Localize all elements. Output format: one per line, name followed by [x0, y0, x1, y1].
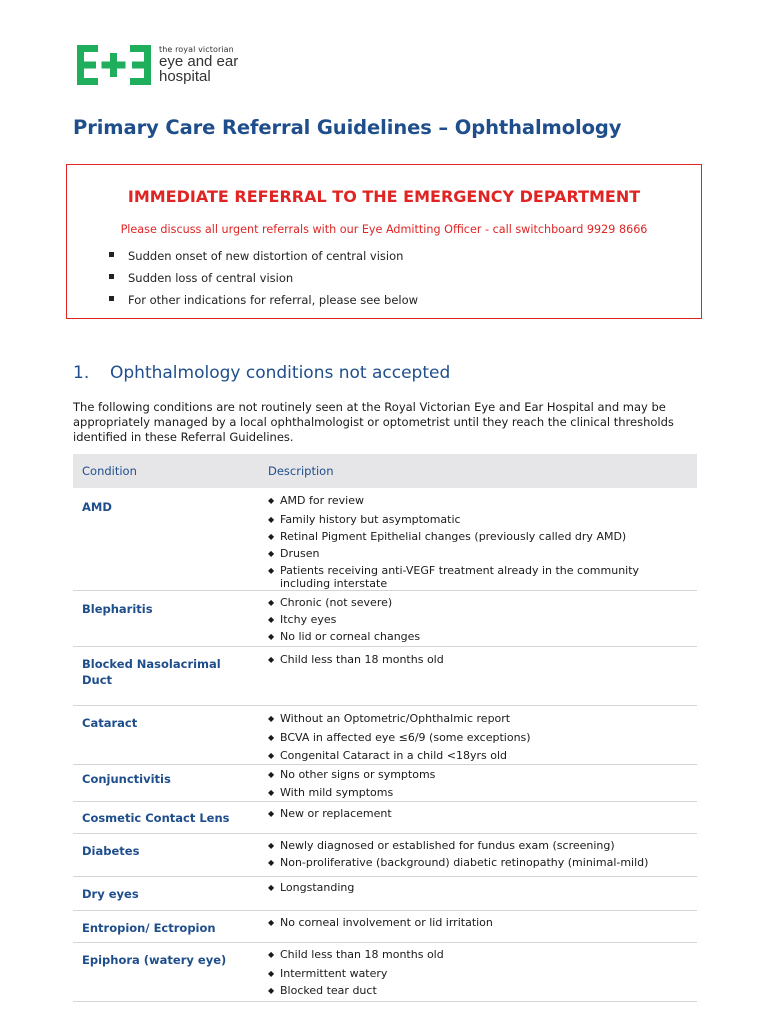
table-row — [73, 802, 697, 834]
square-bullet-icon — [109, 296, 114, 301]
condition-name: Cataract — [82, 716, 138, 730]
list-item: ◆ Patients receiving anti-VEGF treatment already in the community including interstate — [268, 564, 640, 590]
table-row — [73, 706, 697, 765]
list-item: ◆ Drusen — [268, 547, 320, 560]
condition-description — [268, 591, 697, 646]
alert-list-item: Sudden onset of new distortion of central vision — [109, 247, 418, 269]
conditions-table — [73, 454, 697, 1002]
diamond-bullet-icon: ◆ — [268, 770, 275, 779]
alert-heading: IMMEDIATE REFERRAL TO THE EMERGENCY DEPARTMENT — [127, 187, 641, 206]
header-condition: Condition — [82, 464, 137, 478]
section-title: Ophthalmology conditions not accepted — [110, 363, 451, 383]
diamond-bullet-icon: ◆ — [268, 566, 275, 575]
diamond-bullet-icon: ◆ — [268, 809, 275, 818]
diamond-bullet-icon: ◆ — [268, 515, 275, 524]
diamond-bullet-icon: ◆ — [268, 632, 275, 641]
condition-description — [268, 765, 697, 801]
list-item: ◆ With mild symptoms — [268, 786, 394, 799]
section-intro: The following conditions are not routinely seen at the Royal Victorian Eye and Ear Hospital and may be appropriately managed by a local ophthalmologist or optometrist until they reach the clinical thresholds identified in these Referral Guidelines. — [73, 400, 674, 444]
list-item: ◆ Child less than 18 months old — [268, 653, 444, 666]
diamond-bullet-icon: ◆ — [268, 841, 275, 850]
list-item: ◆ New or replacement — [268, 807, 392, 820]
header-description: Description — [268, 464, 334, 478]
list-item: ◆ No corneal involvement or lid irritation — [268, 916, 493, 929]
list-item: ◆ Intermittent watery — [268, 967, 388, 980]
list-item: ◆ Without an Optometric/Ophthalmic report — [268, 712, 511, 725]
hospital-logo — [77, 44, 238, 86]
diamond-bullet-icon: ◆ — [268, 918, 275, 927]
condition-description — [268, 488, 697, 590]
diamond-bullet-icon: ◆ — [268, 986, 275, 995]
list-item: ◆ Family history but asymptomatic — [268, 513, 461, 526]
table-header — [73, 454, 697, 488]
condition-description — [268, 943, 697, 1001]
condition-name: Blepharitis — [82, 602, 153, 616]
list-item: ◆ Newly diagnosed or established for fundus exam (screening) — [268, 839, 615, 852]
logo-line1: the royal victorian — [159, 45, 234, 54]
list-item: ◆ Non-proliferative (background) diabetic retinopathy (minimal-mild) — [268, 856, 649, 869]
condition-name: Entropion/ Ectropion — [82, 921, 216, 935]
diamond-bullet-icon: ◆ — [268, 598, 275, 607]
square-bullet-icon — [109, 274, 114, 279]
table-row — [73, 591, 697, 647]
list-item: ◆ Blocked tear duct — [268, 984, 377, 997]
diamond-bullet-icon: ◆ — [268, 751, 275, 760]
table-row — [73, 647, 697, 706]
list-item: ◆ Congenital Cataract in a child <18yrs old — [268, 749, 507, 762]
alert-list — [109, 247, 418, 313]
list-item: ◆ BCVA in affected eye ≤6/9 (some exceptions) — [268, 731, 531, 744]
section-heading — [73, 363, 450, 383]
diamond-bullet-icon: ◆ — [268, 969, 275, 978]
list-item: ◆ Child less than 18 months old — [268, 948, 444, 961]
logo-text — [159, 46, 238, 84]
table-row — [73, 834, 697, 877]
logo-line2: eye and ear — [159, 53, 239, 70]
diamond-bullet-icon: ◆ — [268, 549, 275, 558]
emergency-alert-box — [66, 164, 702, 319]
condition-description — [268, 911, 697, 942]
list-item: ◆ No lid or corneal changes — [268, 630, 421, 643]
list-item: ◆ Retinal Pigment Epithelial changes (previously called dry AMD) — [268, 530, 627, 543]
table-row — [73, 765, 697, 802]
condition-description — [268, 834, 697, 876]
condition-name: Dry eyes — [82, 887, 139, 901]
condition-name: Diabetes — [82, 844, 140, 858]
logo-mark-icon — [77, 45, 151, 85]
diamond-bullet-icon: ◆ — [268, 496, 275, 505]
diamond-bullet-icon: ◆ — [268, 733, 275, 742]
condition-name: Epiphora (watery eye) — [82, 953, 227, 967]
condition-name: Cosmetic Contact Lens — [82, 811, 230, 825]
condition-description — [268, 706, 697, 764]
list-item: ◆ Itchy eyes — [268, 613, 337, 626]
alert-list-item: Sudden loss of central vision — [109, 269, 418, 291]
condition-description — [248, 647, 697, 705]
condition-name: Conjunctivitis — [82, 772, 171, 786]
diamond-bullet-icon: ◆ — [268, 615, 275, 624]
condition-description — [268, 877, 697, 910]
list-item: ◆ Chronic (not severe) — [268, 596, 393, 609]
diamond-bullet-icon: ◆ — [268, 858, 275, 867]
condition-name: AMD — [82, 500, 112, 514]
diamond-bullet-icon: ◆ — [268, 883, 275, 892]
square-bullet-icon — [109, 252, 114, 257]
alert-subtext: Please discuss all urgent referrals with our Eye Admitting Officer - call switchboard 9929 8666 — [120, 223, 648, 236]
page-title: Primary Care Referral Guidelines – Ophthalmology — [73, 116, 622, 139]
diamond-bullet-icon: ◆ — [268, 788, 275, 797]
list-item: ◆ Longstanding — [268, 881, 355, 894]
diamond-bullet-icon: ◆ — [268, 950, 275, 959]
list-item: ◆ AMD for review — [268, 494, 364, 507]
table-row — [73, 943, 697, 1002]
diamond-bullet-icon: ◆ — [268, 714, 275, 723]
logo-line3: hospital — [159, 68, 211, 85]
section-number: 1. — [73, 363, 90, 383]
condition-description — [268, 802, 697, 833]
table-row — [73, 877, 697, 911]
diamond-bullet-icon: ◆ — [268, 532, 275, 541]
diamond-bullet-icon: ◆ — [268, 655, 275, 664]
list-item: ◆ No other signs or symptoms — [268, 768, 436, 781]
table-row — [73, 488, 697, 591]
table-row — [73, 911, 697, 943]
condition-name: Blocked Nasolacrimal Duct — [82, 657, 221, 687]
alert-list-item: For other indications for referral, please see below — [109, 291, 418, 313]
